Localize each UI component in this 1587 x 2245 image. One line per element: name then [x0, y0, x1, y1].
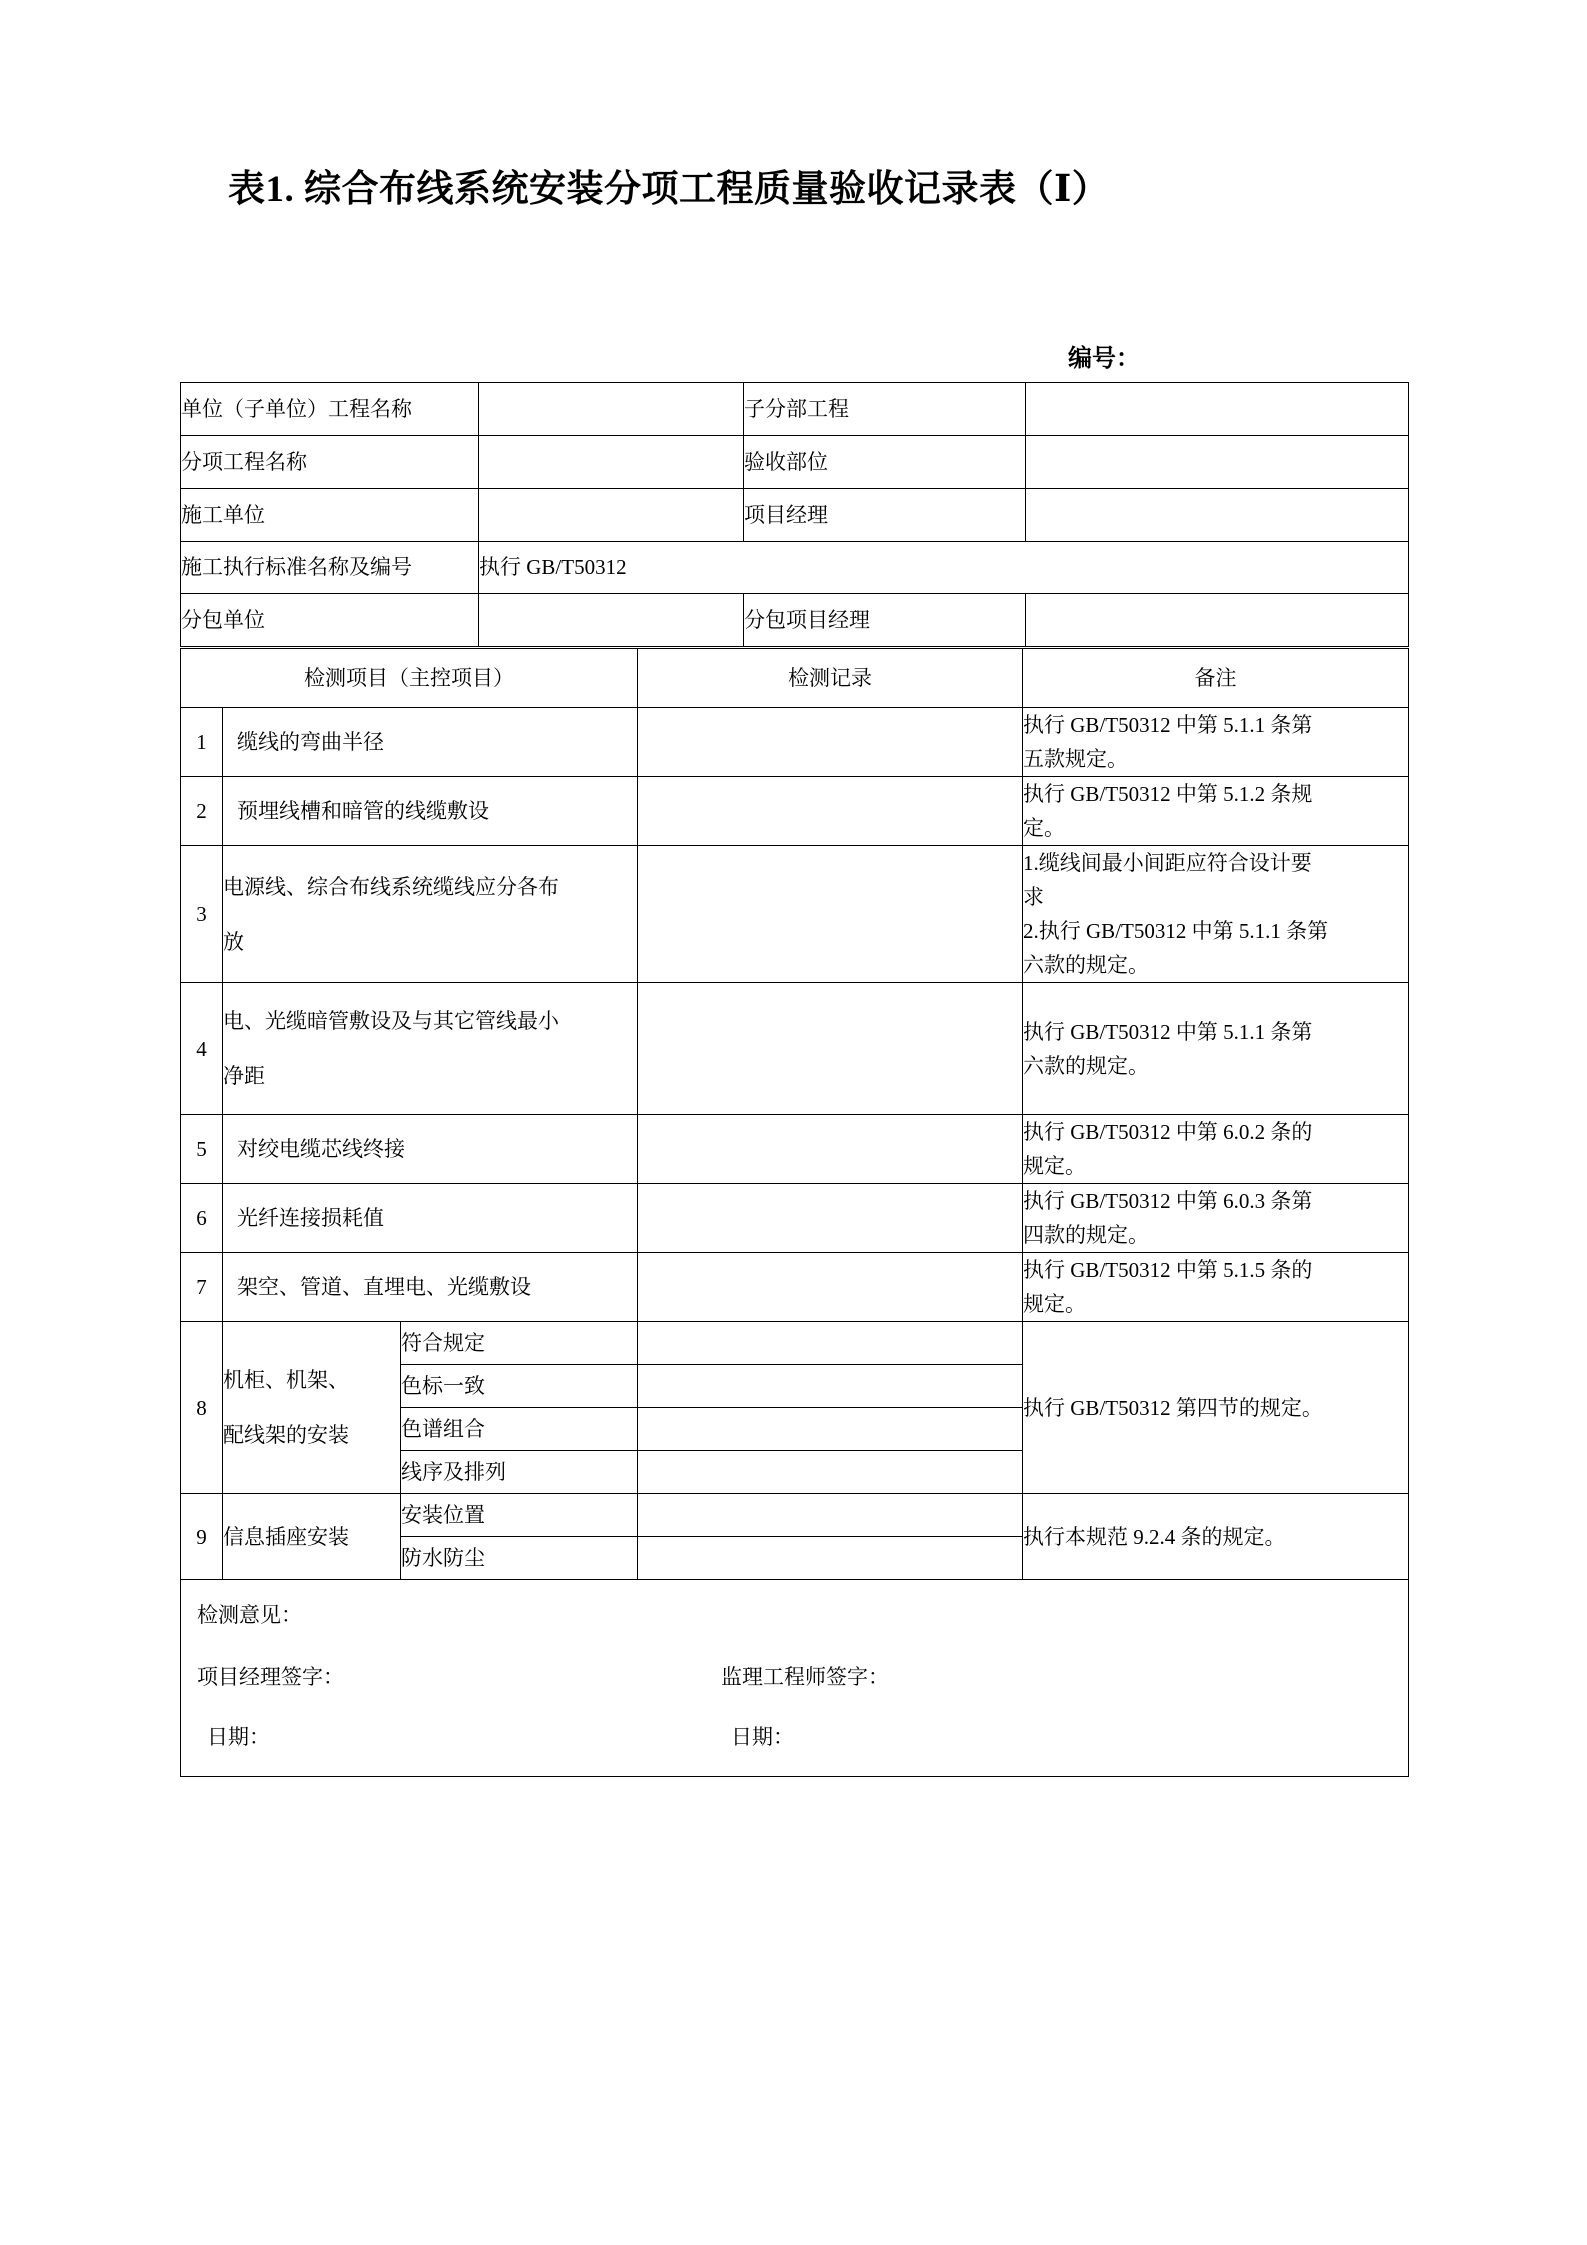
remark-line: 执行 GB/T50312 中第 6.0.2 条的: [1023, 1120, 1313, 1145]
remark-text: [1023, 1184, 1409, 1253]
inspection-record-field[interactable]: [638, 846, 1023, 983]
remark-line: 执行 GB/T50312 中第 5.1.1 条第: [1023, 1019, 1313, 1044]
item-line: 净距: [223, 1064, 265, 1089]
row-number: 9: [181, 1494, 223, 1580]
project-manager-signature-label[interactable]: 项目经理签字：: [197, 1665, 344, 1690]
inspection-record-field[interactable]: [638, 708, 1023, 777]
row-number: 8: [181, 1322, 223, 1494]
inspection-item-group-label: [223, 1322, 401, 1494]
sub-item-label: 安装位置: [401, 1494, 638, 1537]
inspection-record-field[interactable]: [638, 1537, 1023, 1580]
inspection-item-label: 对绞电缆芯线终接: [223, 1115, 638, 1184]
field-label-acceptance-location: 验收部位: [744, 436, 1026, 489]
remark-text: [1023, 708, 1409, 777]
column-header-remark: 备注: [1023, 649, 1409, 708]
field-label-construction-unit: 施工单位: [181, 489, 479, 542]
remark-line: 四款的规定。: [1023, 1223, 1150, 1248]
sub-item-label: 色谱组合: [401, 1408, 638, 1451]
table-row: [181, 846, 1409, 983]
item-line: 放: [223, 929, 244, 954]
table-row: [181, 708, 1409, 777]
inspection-item-group-label: 信息插座安装: [223, 1494, 401, 1580]
inspection-item-label: [223, 983, 638, 1115]
inspection-item-label: [223, 846, 638, 983]
field-value-project-manager[interactable]: [1026, 489, 1409, 542]
table-row: [181, 594, 1409, 647]
inspection-record-field[interactable]: [638, 777, 1023, 846]
inspection-record-field[interactable]: [638, 1184, 1023, 1253]
inspection-record-field[interactable]: [638, 1365, 1023, 1408]
inspection-record-field[interactable]: [638, 1115, 1023, 1184]
item-line: 机柜、机架、: [223, 1368, 349, 1393]
row-number: 6: [181, 1184, 223, 1253]
row-number: 1: [181, 708, 223, 777]
field-label-project-manager: 项目经理: [744, 489, 1026, 542]
remark-line: 执行 GB/T50312 中第 6.0.3 条第: [1023, 1189, 1313, 1214]
inspection-item-label: 架空、管道、直埋电、光缆敷设: [223, 1253, 638, 1322]
inspection-item-label: 光纤连接损耗值: [223, 1184, 638, 1253]
remark-line: 规定。: [1023, 1154, 1087, 1179]
remark-text: 执行 GB/T50312 第四节的规定。: [1023, 1322, 1409, 1494]
field-value-construction-unit[interactable]: [479, 489, 744, 542]
field-value-subcontractor[interactable]: [479, 594, 744, 647]
row-number: 5: [181, 1115, 223, 1184]
project-info-table: [180, 382, 1409, 647]
table-row: [181, 983, 1409, 1115]
row-number: 2: [181, 777, 223, 846]
remark-line: 求: [1023, 885, 1045, 910]
remark-line: 执行 GB/T50312 中第 5.1.2 条规: [1023, 782, 1313, 807]
field-label-sub-division: 子分部工程: [744, 383, 1026, 436]
table-header-row: [181, 649, 1409, 708]
remark-line: 规定。: [1023, 1292, 1087, 1317]
table-row: [181, 1184, 1409, 1253]
table-row: [181, 1253, 1409, 1322]
serial-number-label: 编号：: [1068, 346, 1140, 372]
table-row: [181, 1580, 1409, 1777]
table-row: [181, 383, 1409, 436]
field-value-acceptance-location[interactable]: [1026, 436, 1409, 489]
table-row: [181, 542, 1409, 594]
remark-line: 执行 GB/T50312 中第 5.1.5 条的: [1023, 1258, 1313, 1283]
field-label-subcontractor: 分包单位: [181, 594, 479, 647]
sub-item-label: 符合规定: [401, 1322, 638, 1365]
field-value-subcontract-manager[interactable]: [1026, 594, 1409, 647]
inspection-record-field[interactable]: [638, 1494, 1023, 1537]
row-number: 4: [181, 983, 223, 1115]
inspection-item-label: 预埋线槽和暗管的线缆敷设: [223, 777, 638, 846]
sub-item-label: 色标一致: [401, 1365, 638, 1408]
field-value-unit-project-name[interactable]: [479, 383, 744, 436]
remark-line: 五款规定。: [1023, 747, 1129, 772]
remark-line: 定。: [1023, 816, 1066, 841]
item-line: 配线架的安装: [223, 1423, 349, 1448]
inspection-opinion-label: 检测意见：: [197, 1603, 302, 1628]
signature-block: [181, 1580, 1409, 1777]
remark-text: [1023, 777, 1409, 846]
remark-line: 执行 GB/T50312 中第 5.1.1 条第: [1023, 713, 1313, 737]
remark-text: [1023, 1253, 1409, 1322]
field-label-subcontract-manager: 分包项目经理: [744, 594, 1026, 647]
field-label-standard-name-code: 施工执行标准名称及编号: [181, 542, 479, 594]
remark-line: 1.缆线间最小间距应符合设计要: [1023, 851, 1312, 876]
field-value-sub-division[interactable]: [1026, 383, 1409, 436]
remark-line: 六款的规定。: [1023, 953, 1150, 978]
remark-text: [1023, 1115, 1409, 1184]
field-label-subitem-project-name: 分项工程名称: [181, 436, 479, 489]
inspection-record-field[interactable]: [638, 1322, 1023, 1365]
inspection-items-table: [180, 648, 1409, 1777]
sub-item-label: 防水防尘: [401, 1537, 638, 1580]
table-row: [181, 1494, 1409, 1537]
column-header-inspection-record: 检测记录: [638, 649, 1023, 708]
remark-text: [1023, 846, 1409, 983]
date-label-left[interactable]: 日期：: [207, 1725, 270, 1750]
supervisor-signature-label[interactable]: 监理工程师签字：: [721, 1665, 889, 1690]
column-header-inspection-item: 检测项目（主控项目）: [181, 649, 638, 708]
row-number: 3: [181, 846, 223, 983]
item-line: 电、光缆暗管敷设及与其它管线最小: [223, 1009, 559, 1034]
item-line: 电源线、综合布线系统缆线应分各布: [223, 874, 559, 899]
inspection-record-field[interactable]: [638, 983, 1023, 1115]
field-value-standard-name-code[interactable]: 执行 GB/T50312: [479, 542, 1409, 594]
inspection-record-field[interactable]: [638, 1451, 1023, 1494]
table-row: [181, 489, 1409, 542]
date-label-right[interactable]: 日期：: [731, 1725, 794, 1750]
page-title: 表1. 综合布线系统安装分项工程质量验收记录表（Ⅰ）: [228, 169, 1110, 210]
remark-line: 2.执行 GB/T50312 中第 5.1.1 条第: [1023, 919, 1329, 944]
table-row: [181, 436, 1409, 489]
remark-text: [1023, 983, 1409, 1115]
inspection-item-label: 缆线的弯曲半径: [223, 708, 638, 777]
remark-text: 执行本规范 9.2.4 条的规定。: [1023, 1494, 1409, 1580]
inspection-record-field[interactable]: [638, 1408, 1023, 1451]
row-number: 7: [181, 1253, 223, 1322]
field-label-unit-project-name: 单位（子单位）工程名称: [181, 383, 479, 436]
remark-line: 六款的规定。: [1023, 1053, 1150, 1078]
table-row: [181, 1322, 1409, 1365]
sub-item-label: 线序及排列: [401, 1451, 638, 1494]
table-row: [181, 777, 1409, 846]
inspection-record-field[interactable]: [638, 1253, 1023, 1322]
field-value-subitem-project-name[interactable]: [479, 436, 744, 489]
table-row: [181, 1115, 1409, 1184]
